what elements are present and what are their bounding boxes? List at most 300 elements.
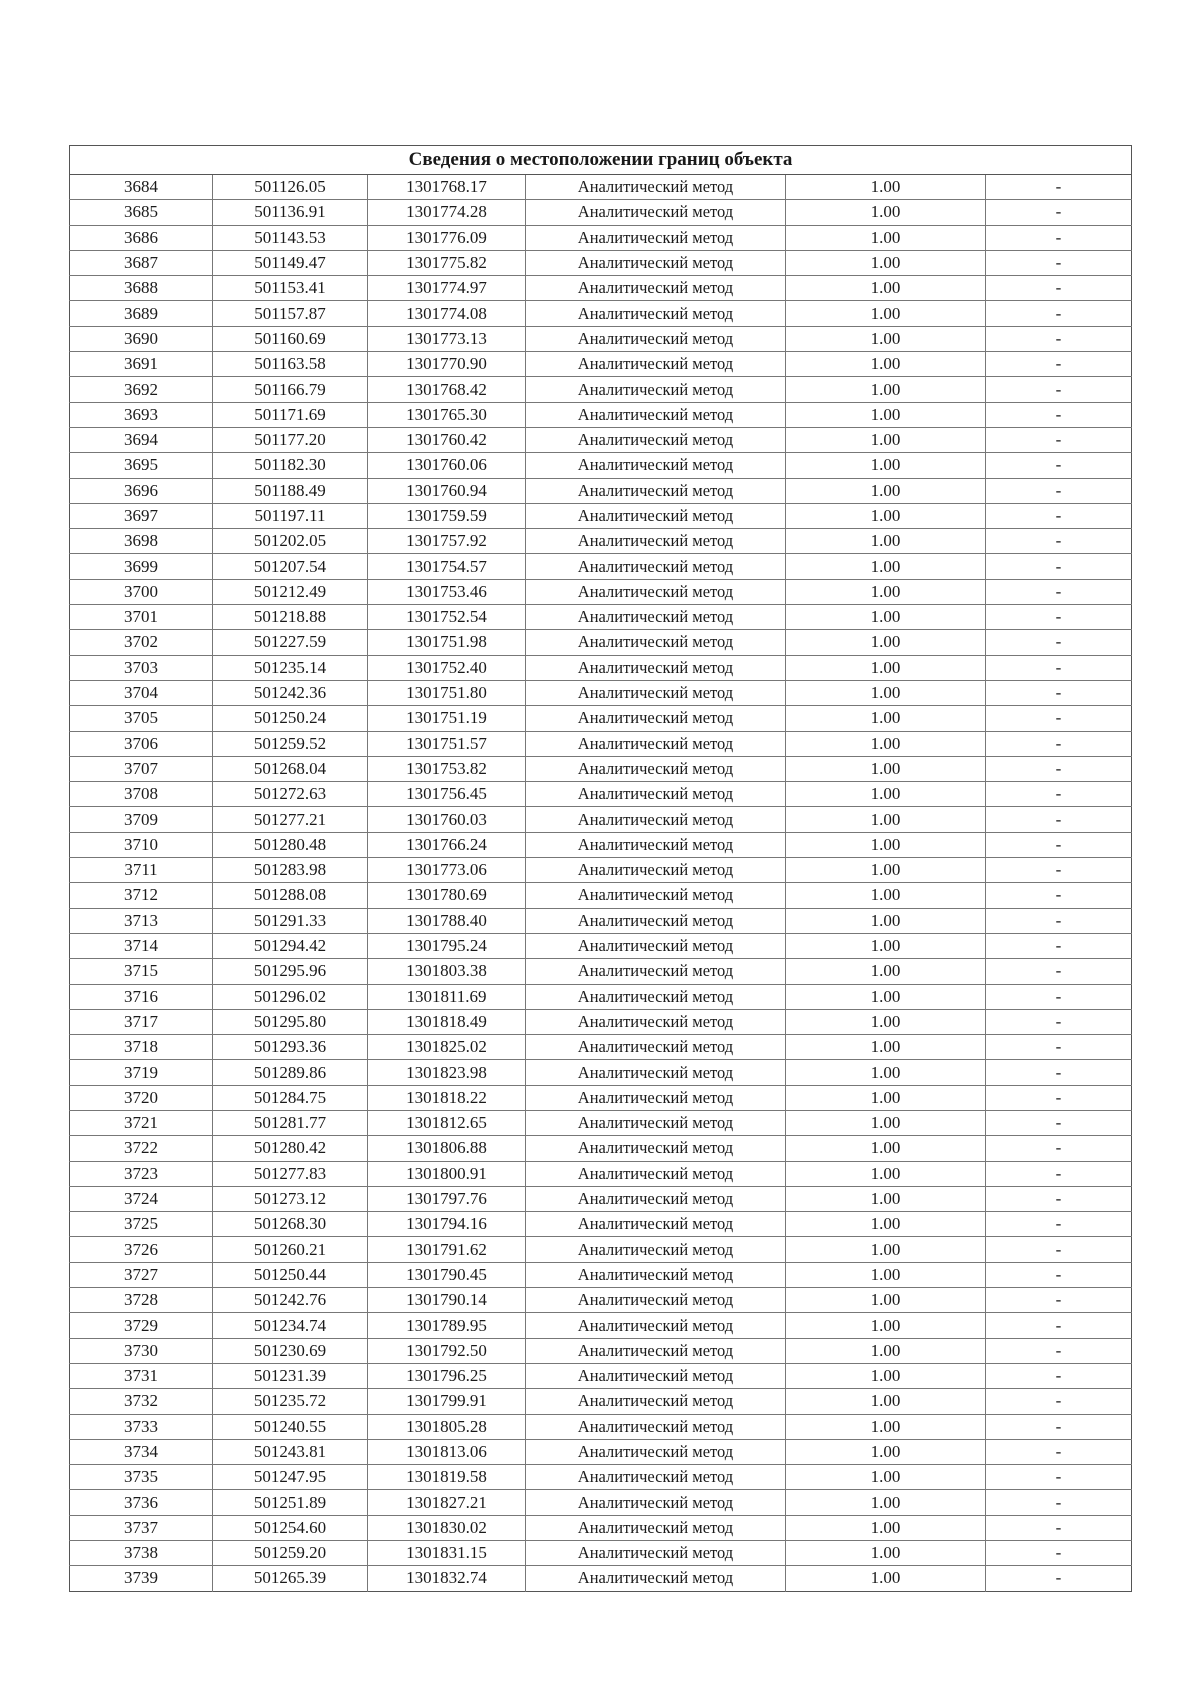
y-coordinate-cell: 1301773.13 bbox=[368, 326, 526, 351]
point-number-cell: 3702 bbox=[70, 630, 213, 655]
accuracy-cell: 1.00 bbox=[786, 1566, 986, 1591]
method-cell: Аналитический метод bbox=[526, 1541, 786, 1566]
y-coordinate-cell: 1301792.50 bbox=[368, 1338, 526, 1363]
accuracy-cell: 1.00 bbox=[786, 605, 986, 630]
method-cell: Аналитический метод bbox=[526, 605, 786, 630]
point-number-cell: 3722 bbox=[70, 1136, 213, 1161]
accuracy-cell: 1.00 bbox=[786, 984, 986, 1009]
table-row bbox=[70, 1541, 1132, 1566]
x-coordinate-cell: 501235.14 bbox=[213, 655, 368, 680]
accuracy-cell: 1.00 bbox=[786, 478, 986, 503]
accuracy-cell: 1.00 bbox=[786, 276, 986, 301]
point-number-cell: 3735 bbox=[70, 1465, 213, 1490]
description-cell: - bbox=[986, 427, 1132, 452]
y-coordinate-cell: 1301759.59 bbox=[368, 503, 526, 528]
table-row bbox=[70, 301, 1132, 326]
method-cell: Аналитический метод bbox=[526, 655, 786, 680]
accuracy-cell: 1.00 bbox=[786, 554, 986, 579]
point-number-cell: 3724 bbox=[70, 1186, 213, 1211]
table-title-row bbox=[70, 146, 1132, 175]
method-cell: Аналитический метод bbox=[526, 1161, 786, 1186]
point-number-cell: 3717 bbox=[70, 1009, 213, 1034]
description-cell: - bbox=[986, 1110, 1132, 1135]
method-cell: Аналитический метод bbox=[526, 1035, 786, 1060]
table-row bbox=[70, 807, 1132, 832]
x-coordinate-cell: 501259.20 bbox=[213, 1541, 368, 1566]
accuracy-cell: 1.00 bbox=[786, 579, 986, 604]
method-cell: Аналитический метод bbox=[526, 427, 786, 452]
description-cell: - bbox=[986, 377, 1132, 402]
accuracy-cell: 1.00 bbox=[786, 1490, 986, 1515]
description-cell: - bbox=[986, 1439, 1132, 1464]
point-number-cell: 3734 bbox=[70, 1439, 213, 1464]
accuracy-cell: 1.00 bbox=[786, 832, 986, 857]
method-cell: Аналитический метод bbox=[526, 858, 786, 883]
description-cell: - bbox=[986, 1161, 1132, 1186]
accuracy-cell: 1.00 bbox=[786, 225, 986, 250]
description-cell: - bbox=[986, 756, 1132, 781]
point-number-cell: 3708 bbox=[70, 782, 213, 807]
table-row bbox=[70, 1035, 1132, 1060]
x-coordinate-cell: 501294.42 bbox=[213, 933, 368, 958]
y-coordinate-cell: 1301795.24 bbox=[368, 933, 526, 958]
table-row bbox=[70, 832, 1132, 857]
x-coordinate-cell: 501231.39 bbox=[213, 1363, 368, 1388]
point-number-cell: 3727 bbox=[70, 1262, 213, 1287]
accuracy-cell: 1.00 bbox=[786, 959, 986, 984]
point-number-cell: 3729 bbox=[70, 1313, 213, 1338]
point-number-cell: 3737 bbox=[70, 1515, 213, 1540]
x-coordinate-cell: 501251.89 bbox=[213, 1490, 368, 1515]
y-coordinate-cell: 1301752.40 bbox=[368, 655, 526, 680]
method-cell: Аналитический метод bbox=[526, 1186, 786, 1211]
x-coordinate-cell: 501268.04 bbox=[213, 756, 368, 781]
x-coordinate-cell: 501166.79 bbox=[213, 377, 368, 402]
x-coordinate-cell: 501160.69 bbox=[213, 326, 368, 351]
accuracy-cell: 1.00 bbox=[786, 1541, 986, 1566]
x-coordinate-cell: 501284.75 bbox=[213, 1085, 368, 1110]
table-row bbox=[70, 630, 1132, 655]
table-row bbox=[70, 554, 1132, 579]
table-row bbox=[70, 680, 1132, 705]
x-coordinate-cell: 501283.98 bbox=[213, 858, 368, 883]
accuracy-cell: 1.00 bbox=[786, 402, 986, 427]
accuracy-cell: 1.00 bbox=[786, 782, 986, 807]
x-coordinate-cell: 501157.87 bbox=[213, 301, 368, 326]
table-row bbox=[70, 1262, 1132, 1287]
point-number-cell: 3732 bbox=[70, 1389, 213, 1414]
point-number-cell: 3706 bbox=[70, 731, 213, 756]
table-row bbox=[70, 453, 1132, 478]
x-coordinate-cell: 501277.83 bbox=[213, 1161, 368, 1186]
description-cell: - bbox=[986, 731, 1132, 756]
method-cell: Аналитический метод bbox=[526, 1288, 786, 1313]
point-number-cell: 3699 bbox=[70, 554, 213, 579]
description-cell: - bbox=[986, 1414, 1132, 1439]
method-cell: Аналитический метод bbox=[526, 1136, 786, 1161]
x-coordinate-cell: 501202.05 bbox=[213, 529, 368, 554]
x-coordinate-cell: 501247.95 bbox=[213, 1465, 368, 1490]
description-cell: - bbox=[986, 478, 1132, 503]
table-row bbox=[70, 1389, 1132, 1414]
x-coordinate-cell: 501197.11 bbox=[213, 503, 368, 528]
table-row bbox=[70, 1212, 1132, 1237]
description-cell: - bbox=[986, 1060, 1132, 1085]
table-title: Сведения о местоположении границ объекта bbox=[70, 146, 1132, 175]
accuracy-cell: 1.00 bbox=[786, 200, 986, 225]
accuracy-cell: 1.00 bbox=[786, 1515, 986, 1540]
x-coordinate-cell: 501171.69 bbox=[213, 402, 368, 427]
x-coordinate-cell: 501218.88 bbox=[213, 605, 368, 630]
y-coordinate-cell: 1301756.45 bbox=[368, 782, 526, 807]
x-coordinate-cell: 501291.33 bbox=[213, 908, 368, 933]
x-coordinate-cell: 501273.12 bbox=[213, 1186, 368, 1211]
y-coordinate-cell: 1301760.42 bbox=[368, 427, 526, 452]
table-row bbox=[70, 1490, 1132, 1515]
accuracy-cell: 1.00 bbox=[786, 807, 986, 832]
description-cell: - bbox=[986, 503, 1132, 528]
y-coordinate-cell: 1301773.06 bbox=[368, 858, 526, 883]
table-row bbox=[70, 605, 1132, 630]
x-coordinate-cell: 501227.59 bbox=[213, 630, 368, 655]
accuracy-cell: 1.00 bbox=[786, 175, 986, 200]
y-coordinate-cell: 1301818.22 bbox=[368, 1085, 526, 1110]
y-coordinate-cell: 1301806.88 bbox=[368, 1136, 526, 1161]
point-number-cell: 3713 bbox=[70, 908, 213, 933]
y-coordinate-cell: 1301805.28 bbox=[368, 1414, 526, 1439]
table-row bbox=[70, 1363, 1132, 1388]
description-cell: - bbox=[986, 225, 1132, 250]
point-number-cell: 3693 bbox=[70, 402, 213, 427]
description-cell: - bbox=[986, 402, 1132, 427]
description-cell: - bbox=[986, 1566, 1132, 1591]
method-cell: Аналитический метод bbox=[526, 959, 786, 984]
x-coordinate-cell: 501242.36 bbox=[213, 680, 368, 705]
x-coordinate-cell: 501136.91 bbox=[213, 200, 368, 225]
point-number-cell: 3696 bbox=[70, 478, 213, 503]
accuracy-cell: 1.00 bbox=[786, 1110, 986, 1135]
description-cell: - bbox=[986, 655, 1132, 680]
description-cell: - bbox=[986, 1262, 1132, 1287]
x-coordinate-cell: 501143.53 bbox=[213, 225, 368, 250]
y-coordinate-cell: 1301751.98 bbox=[368, 630, 526, 655]
method-cell: Аналитический метод bbox=[526, 377, 786, 402]
y-coordinate-cell: 1301765.30 bbox=[368, 402, 526, 427]
y-coordinate-cell: 1301780.69 bbox=[368, 883, 526, 908]
description-cell: - bbox=[986, 1186, 1132, 1211]
accuracy-cell: 1.00 bbox=[786, 933, 986, 958]
accuracy-cell: 1.00 bbox=[786, 1161, 986, 1186]
description-cell: - bbox=[986, 832, 1132, 857]
description-cell: - bbox=[986, 680, 1132, 705]
method-cell: Аналитический метод bbox=[526, 1363, 786, 1388]
x-coordinate-cell: 501149.47 bbox=[213, 250, 368, 275]
method-cell: Аналитический метод bbox=[526, 1414, 786, 1439]
y-coordinate-cell: 1301794.16 bbox=[368, 1212, 526, 1237]
x-coordinate-cell: 501126.05 bbox=[213, 175, 368, 200]
accuracy-cell: 1.00 bbox=[786, 1288, 986, 1313]
description-cell: - bbox=[986, 250, 1132, 275]
table-row bbox=[70, 1566, 1132, 1591]
table-row bbox=[70, 402, 1132, 427]
y-coordinate-cell: 1301752.54 bbox=[368, 605, 526, 630]
method-cell: Аналитический метод bbox=[526, 352, 786, 377]
y-coordinate-cell: 1301774.28 bbox=[368, 200, 526, 225]
x-coordinate-cell: 501240.55 bbox=[213, 1414, 368, 1439]
point-number-cell: 3730 bbox=[70, 1338, 213, 1363]
accuracy-cell: 1.00 bbox=[786, 1136, 986, 1161]
accuracy-cell: 1.00 bbox=[786, 1085, 986, 1110]
x-coordinate-cell: 501242.76 bbox=[213, 1288, 368, 1313]
point-number-cell: 3739 bbox=[124, 1568, 158, 1588]
description-cell: - bbox=[986, 807, 1132, 832]
description-cell: - bbox=[986, 908, 1132, 933]
point-number-cell: 3738 bbox=[70, 1541, 213, 1566]
method-cell: Аналитический метод bbox=[526, 908, 786, 933]
table-row bbox=[70, 1110, 1132, 1135]
method-cell: Аналитический метод bbox=[526, 326, 786, 351]
accuracy-cell: 1.00 bbox=[786, 326, 986, 351]
description-cell: - bbox=[986, 1237, 1132, 1262]
method-cell: Аналитический метод bbox=[526, 225, 786, 250]
table-row bbox=[70, 756, 1132, 781]
y-coordinate-cell: 1301770.90 bbox=[368, 352, 526, 377]
accuracy-cell: 1.00 bbox=[786, 858, 986, 883]
method-cell: Аналитический метод bbox=[526, 1465, 786, 1490]
y-coordinate-cell: 1301823.98 bbox=[368, 1060, 526, 1085]
description-cell: - bbox=[986, 1465, 1132, 1490]
y-coordinate-cell: 1301818.49 bbox=[368, 1009, 526, 1034]
description-cell: - bbox=[986, 579, 1132, 604]
method-cell: Аналитический метод bbox=[526, 782, 786, 807]
y-coordinate-cell: 1301760.94 bbox=[368, 478, 526, 503]
method-cell: Аналитический метод bbox=[526, 680, 786, 705]
point-number-cell: 3736 bbox=[70, 1490, 213, 1515]
y-coordinate-cell: 1301766.24 bbox=[368, 832, 526, 857]
x-coordinate-cell: 501177.20 bbox=[213, 427, 368, 452]
point-number-cell: 3692 bbox=[70, 377, 213, 402]
table-row bbox=[70, 427, 1132, 452]
description-cell: - bbox=[986, 883, 1132, 908]
point-number-cell: 3701 bbox=[70, 605, 213, 630]
accuracy-cell: 1.00 bbox=[786, 1338, 986, 1363]
method-cell: Аналитический метод bbox=[526, 1313, 786, 1338]
accuracy-cell: 1.00 bbox=[786, 529, 986, 554]
x-coordinate-cell: 501268.30 bbox=[213, 1212, 368, 1237]
y-coordinate-cell: 1301753.46 bbox=[368, 579, 526, 604]
description-cell: - bbox=[986, 1541, 1132, 1566]
y-coordinate-cell: 1301768.42 bbox=[368, 377, 526, 402]
method-cell: Аналитический метод bbox=[526, 478, 786, 503]
accuracy-cell: 1.00 bbox=[786, 1186, 986, 1211]
x-coordinate-cell: 501254.60 bbox=[213, 1515, 368, 1540]
table-row bbox=[70, 276, 1132, 301]
point-number-cell: 3689 bbox=[70, 301, 213, 326]
accuracy-cell: 1.00 bbox=[786, 1262, 986, 1287]
y-coordinate-cell: 1301776.09 bbox=[368, 225, 526, 250]
table-row bbox=[70, 908, 1132, 933]
table-row bbox=[70, 326, 1132, 351]
description-cell: - bbox=[986, 984, 1132, 1009]
point-number-cell: 3714 bbox=[70, 933, 213, 958]
method-cell: Аналитический метод bbox=[526, 402, 786, 427]
table-row bbox=[70, 1161, 1132, 1186]
table-row bbox=[70, 1085, 1132, 1110]
table-row bbox=[70, 1009, 1132, 1034]
x-coordinate-cell: 501277.21 bbox=[213, 807, 368, 832]
table-row bbox=[70, 377, 1132, 402]
description-cell: - bbox=[986, 706, 1132, 731]
y-coordinate-cell: 1301789.95 bbox=[368, 1313, 526, 1338]
description-cell: - bbox=[986, 858, 1132, 883]
description-cell: - bbox=[986, 1085, 1132, 1110]
table-body bbox=[70, 175, 1132, 1592]
method-cell: Аналитический метод bbox=[526, 554, 786, 579]
table-row bbox=[70, 1060, 1132, 1085]
point-number-cell: 3718 bbox=[70, 1035, 213, 1060]
method-cell: Аналитический метод bbox=[526, 1389, 786, 1414]
x-coordinate-cell: 501163.58 bbox=[213, 352, 368, 377]
description-cell: - bbox=[986, 1363, 1132, 1388]
accuracy-cell: 1.00 bbox=[786, 1414, 986, 1439]
x-coordinate-cell: 501259.52 bbox=[213, 731, 368, 756]
description-cell: - bbox=[986, 605, 1132, 630]
method-cell: Аналитический метод bbox=[526, 883, 786, 908]
accuracy-cell: 1.00 bbox=[786, 1313, 986, 1338]
y-coordinate-cell: 1301754.57 bbox=[368, 554, 526, 579]
method-cell: Аналитический метод bbox=[526, 1110, 786, 1135]
y-coordinate-cell: 1301760.03 bbox=[368, 807, 526, 832]
x-coordinate-cell: 501230.69 bbox=[213, 1338, 368, 1363]
description-cell: - bbox=[986, 933, 1132, 958]
x-coordinate-cell: 501265.39 bbox=[213, 1566, 368, 1591]
method-cell: Аналитический метод bbox=[526, 1009, 786, 1034]
y-coordinate-cell: 1301812.65 bbox=[368, 1110, 526, 1135]
y-coordinate-cell: 1301790.45 bbox=[368, 1262, 526, 1287]
description-cell: - bbox=[986, 1288, 1132, 1313]
y-coordinate-cell: 1301775.82 bbox=[368, 250, 526, 275]
x-coordinate-cell: 501153.41 bbox=[213, 276, 368, 301]
description-cell: - bbox=[986, 352, 1132, 377]
point-number-cell: 3715 bbox=[70, 959, 213, 984]
accuracy-cell: 1.00 bbox=[786, 1439, 986, 1464]
description-cell: - bbox=[986, 301, 1132, 326]
y-coordinate-cell: 1301751.57 bbox=[368, 731, 526, 756]
y-coordinate-cell: 1301788.40 bbox=[368, 908, 526, 933]
x-coordinate-cell: 501280.42 bbox=[213, 1136, 368, 1161]
description-cell: - bbox=[986, 1136, 1132, 1161]
description-cell: - bbox=[986, 1515, 1132, 1540]
x-coordinate-cell: 501182.30 bbox=[213, 453, 368, 478]
point-number-cell: 3728 bbox=[70, 1288, 213, 1313]
method-cell: Аналитический метод bbox=[526, 731, 786, 756]
accuracy-cell: 1.00 bbox=[786, 352, 986, 377]
accuracy-cell: 1.00 bbox=[786, 680, 986, 705]
table-row bbox=[70, 1414, 1132, 1439]
x-coordinate-cell: 501207.54 bbox=[213, 554, 368, 579]
table-row bbox=[70, 883, 1132, 908]
method-cell: Аналитический метод bbox=[526, 301, 786, 326]
point-number-cell: 3710 bbox=[70, 832, 213, 857]
table-row bbox=[70, 352, 1132, 377]
y-coordinate-cell: 1301830.02 bbox=[368, 1515, 526, 1540]
x-coordinate-cell: 501289.86 bbox=[213, 1060, 368, 1085]
y-coordinate-cell: 1301791.62 bbox=[368, 1237, 526, 1262]
method-cell: Аналитический метод bbox=[526, 1085, 786, 1110]
accuracy-cell: 1.00 bbox=[786, 453, 986, 478]
description-cell: - bbox=[986, 175, 1132, 200]
y-coordinate-cell: 1301813.06 bbox=[368, 1439, 526, 1464]
point-number-cell: 3697 bbox=[70, 503, 213, 528]
point-number-cell: 3694 bbox=[70, 427, 213, 452]
method-cell: Аналитический метод bbox=[526, 453, 786, 478]
method-cell: Аналитический метод bbox=[526, 250, 786, 275]
y-coordinate-cell: 1301751.80 bbox=[368, 680, 526, 705]
point-number-cell: 3705 bbox=[70, 706, 213, 731]
description-cell: - bbox=[986, 453, 1132, 478]
table-row bbox=[70, 1186, 1132, 1211]
description-cell: - bbox=[986, 1313, 1132, 1338]
method-cell: Аналитический метод bbox=[526, 807, 786, 832]
y-coordinate-cell: 1301797.76 bbox=[368, 1186, 526, 1211]
point-number-cell: 3726 bbox=[70, 1237, 213, 1262]
description-cell: - bbox=[986, 276, 1132, 301]
point-number-cell: 3711 bbox=[70, 858, 213, 883]
accuracy-cell: 1.00 bbox=[786, 908, 986, 933]
y-coordinate-cell: 1301819.58 bbox=[368, 1465, 526, 1490]
description-cell: - bbox=[986, 326, 1132, 351]
accuracy-cell: 1.00 bbox=[786, 655, 986, 680]
y-coordinate-cell: 1301803.38 bbox=[368, 959, 526, 984]
y-coordinate-cell: 1301827.21 bbox=[368, 1490, 526, 1515]
table-row bbox=[70, 782, 1132, 807]
accuracy-cell: 1.00 bbox=[786, 1363, 986, 1388]
accuracy-cell: 1.00 bbox=[786, 731, 986, 756]
x-coordinate-cell: 501281.77 bbox=[213, 1110, 368, 1135]
point-number-cell: 3703 bbox=[70, 655, 213, 680]
point-number-cell: 3733 bbox=[70, 1414, 213, 1439]
description-cell: - bbox=[986, 529, 1132, 554]
method-cell: Аналитический метод bbox=[526, 200, 786, 225]
x-coordinate-cell: 501272.63 bbox=[213, 782, 368, 807]
accuracy-cell: 1.00 bbox=[786, 1389, 986, 1414]
method-cell: Аналитический метод bbox=[526, 1060, 786, 1085]
y-coordinate-cell: 1301811.69 bbox=[368, 984, 526, 1009]
table-row bbox=[70, 579, 1132, 604]
table-row bbox=[70, 933, 1132, 958]
table-row bbox=[70, 1288, 1132, 1313]
x-coordinate-cell: 501260.21 bbox=[213, 1237, 368, 1262]
description-cell: - bbox=[986, 630, 1132, 655]
method-cell: Аналитический метод bbox=[526, 1262, 786, 1287]
y-coordinate-cell: 1301757.92 bbox=[368, 529, 526, 554]
table-row bbox=[70, 1313, 1132, 1338]
x-coordinate-cell: 501296.02 bbox=[213, 984, 368, 1009]
accuracy-cell: 1.00 bbox=[786, 427, 986, 452]
accuracy-cell: 1.00 bbox=[786, 377, 986, 402]
y-coordinate-cell: 1301831.15 bbox=[368, 1541, 526, 1566]
description-cell: - bbox=[986, 1212, 1132, 1237]
point-number-cell: 3725 bbox=[70, 1212, 213, 1237]
accuracy-cell: 1.00 bbox=[786, 1060, 986, 1085]
point-number-cell: 3709 bbox=[70, 807, 213, 832]
method-cell: Аналитический метод bbox=[526, 276, 786, 301]
x-coordinate-cell: 501250.44 bbox=[213, 1262, 368, 1287]
description-cell: - bbox=[986, 782, 1132, 807]
point-number-cell: 3704 bbox=[70, 680, 213, 705]
method-cell: Аналитический метод bbox=[526, 1566, 786, 1591]
accuracy-cell: 1.00 bbox=[786, 883, 986, 908]
